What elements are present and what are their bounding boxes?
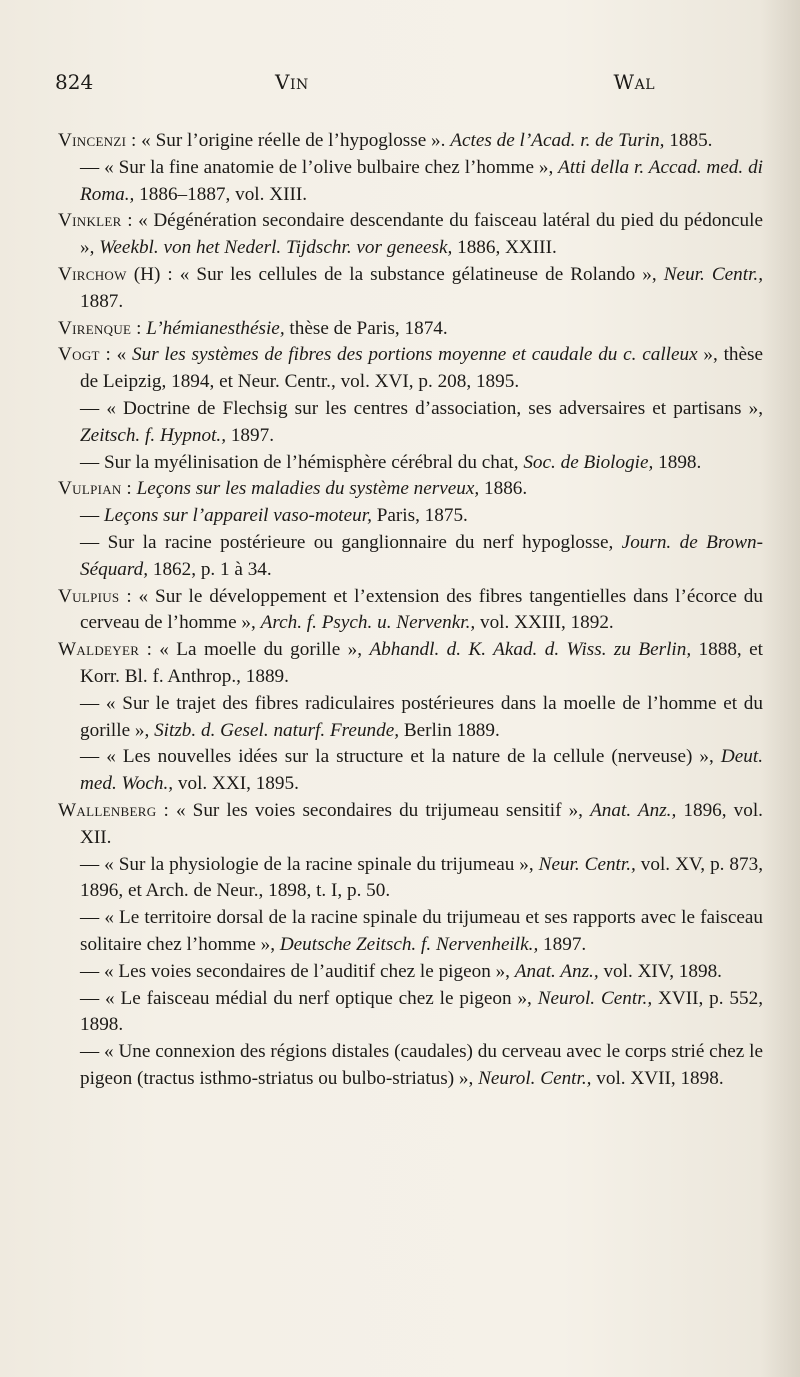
entry-author: Vogt xyxy=(58,344,100,366)
bibliography-entry xyxy=(58,396,763,450)
bibliography-entry xyxy=(58,155,763,209)
entry-text: : « Sur l’origine réelle de l’hypoglosse ». xyxy=(126,130,451,151)
bibliography-entry xyxy=(58,503,763,530)
entry-source: Anat. Anz., xyxy=(514,960,599,982)
entry-details: 1886. xyxy=(479,478,528,500)
bibliography-entry xyxy=(58,476,763,503)
bibliography-entry xyxy=(58,262,763,316)
entry-source: Atti della r. Accad. med. di Roma., xyxy=(80,156,763,205)
entry-text: : « xyxy=(99,344,133,366)
page-number: 824 xyxy=(55,70,94,94)
entry-details: 1897. xyxy=(226,424,274,446)
header-right-word: Wal xyxy=(613,70,655,94)
entry-author: Virchow xyxy=(58,263,127,285)
entry-source: Neur. Centr., xyxy=(538,853,636,875)
entry-source: L’hémianesthésie, xyxy=(146,317,285,339)
entry-text: : xyxy=(121,478,137,500)
entry-source: Arch. f. Psych. u. Nervenkr., xyxy=(260,612,476,634)
entry-details: vol. XXI, 1895. xyxy=(173,773,299,795)
entry-source: Neurol. Centr., xyxy=(478,1067,592,1089)
bibliography-entry xyxy=(58,530,763,584)
entry-source: Weekbl. von het Nederl. Tijdschr. vor geneesk, xyxy=(99,237,453,259)
entry-details: 1896, vol. XII. xyxy=(80,799,763,848)
entry-source: Journ. de Brown-Séquard, xyxy=(80,531,763,580)
entry-details: 1888, et Korr. Bl. f. Anthrop., 1889. xyxy=(80,639,763,687)
entry-text: — Sur la racine postérieure ou ganglionnaire du nerf hypoglosse, xyxy=(80,531,622,553)
entry-text: — « Le faisceau médial du nerf optique chez le pigeon », xyxy=(80,987,538,1009)
entry-text: — Sur la myélinisation de l’hémisphère cérébral du chat, xyxy=(80,451,524,473)
entry-author: Vulpian xyxy=(58,478,122,500)
bibliography-entry xyxy=(58,208,763,262)
entry-source: Neurol. Centr., xyxy=(537,987,653,1009)
bibliography-entry xyxy=(58,342,763,396)
entry-details: vol. XXIII, 1892. xyxy=(475,612,614,634)
entry-details: », thèse de Leipzig, 1894, et Neur. Centr., vol. XVI, p. 208, 1895. xyxy=(80,344,763,393)
entry-details: 1862, p. 1 à 34. xyxy=(148,558,272,580)
entry-author: Waldeyer xyxy=(58,639,140,661)
bibliography-entry xyxy=(58,744,763,798)
entry-source: Leçons sur l’appareil vaso-moteur, xyxy=(103,505,372,527)
entry-details: 1886, XXIII. xyxy=(452,237,557,259)
entry-details: 1898. xyxy=(653,451,702,473)
bibliography-entry xyxy=(58,691,763,745)
bibliography-entry xyxy=(58,959,763,986)
entry-source: Neur. Centr., xyxy=(663,263,764,285)
entry-text: — « Sur la physiologie de la racine spinale du trijumeau », xyxy=(80,853,539,875)
entry-text: — « Les voies secondaires de l’auditif chez le pigeon », xyxy=(80,960,515,982)
entry-source: Actes de l’Acad. r. de Turin, xyxy=(450,130,665,151)
entry-text: : « Sur le développement et l’extension des fibres tangentielles dans l’écorce du cerveau de l’homme », xyxy=(80,585,763,634)
running-header xyxy=(55,70,745,94)
entry-details: vol. XIV, 1898. xyxy=(598,960,722,982)
bibliography-entry xyxy=(58,1039,763,1093)
entry-source: Sur les systèmes de fibres des portions moyenne et caudale du c. calleux xyxy=(132,344,698,366)
entry-details: 1887. xyxy=(80,290,124,312)
entry-details: XVII, p. 552, 1898. xyxy=(80,987,763,1036)
entry-details: Berlin 1889. xyxy=(399,719,500,741)
entry-text: : « Sur les voies secondaires du trijumeau sensitif », xyxy=(156,799,591,821)
bibliography-entry xyxy=(58,852,763,906)
entry-source: Abhandl. d. K. Akad. d. Wiss. zu Berlin, xyxy=(369,639,692,661)
entry-details: Paris, 1875. xyxy=(371,505,468,527)
bibliography-entry xyxy=(58,316,763,343)
entry-author: Virenque xyxy=(58,317,132,339)
entry-source: Zeitsch. f. Hypnot., xyxy=(80,424,227,446)
entry-text: — « Une connexion des régions distales (caudales) du cerveau avec le corps strié chez le pigeon (tractus isthmo-striatus ou bulbo-striatus) », xyxy=(80,1041,763,1089)
bibliography-entry xyxy=(58,905,763,959)
entry-details: 1886–1887, vol. XIII. xyxy=(134,183,308,205)
bibliography-entry xyxy=(58,637,763,691)
entry-text: : « La moelle du gorille », xyxy=(139,639,370,661)
entry-details: vol. XVII, 1898. xyxy=(591,1067,724,1089)
entry-source: Sitzb. d. Gesel. naturf. Freunde, xyxy=(154,719,400,741)
bibliography-list xyxy=(58,128,763,1093)
entry-text: — « Le territoire dorsal de la racine spinale du trijumeau et ses rapports avec le faisceau solitaire chez l’homme », xyxy=(80,907,763,955)
entry-author: Vincenzi xyxy=(58,130,127,151)
entry-source: Leçons sur les maladies du système nerveux, xyxy=(136,478,480,500)
entry-text: — xyxy=(80,505,104,527)
entry-text: — « Sur la fine anatomie de l’olive bulbaire chez l’homme », xyxy=(80,156,559,178)
bibliography-entry xyxy=(58,584,763,638)
entry-details: 1885. xyxy=(664,130,713,151)
entry-details: vol. XV, p. 873, 1896, et Arch. de Neur., 1898, t. I, p. 50. xyxy=(80,853,763,902)
entry-author: Wallenberg xyxy=(58,799,157,821)
entry-source: Soc. de Biologie, xyxy=(523,451,654,473)
entry-text: — « Les nouvelles idées sur la structure et la nature de la cellule (nerveuse) », xyxy=(80,746,721,768)
entry-text: — « Sur le trajet des fibres radiculaires postérieures dans la moelle de l’homme et du gorille », xyxy=(80,692,763,741)
bibliography-entry xyxy=(58,986,763,1040)
bibliography-entry xyxy=(58,798,763,852)
entry-text: : xyxy=(131,317,147,339)
bibliography-entry xyxy=(58,128,763,155)
entry-text: — « Doctrine de Flechsig sur les centres d’association, ses adversaires et partisans », xyxy=(80,397,763,419)
entry-details: thèse de Paris, 1874. xyxy=(284,317,448,339)
entry-details: 1897. xyxy=(538,933,587,955)
bibliography-entry xyxy=(58,450,763,477)
entry-text: : « Dégénération secondaire descendante du faisceau latéral du pied du pédoncule », xyxy=(80,210,763,259)
entry-source: Anat. Anz., xyxy=(590,799,677,821)
entry-source: Deut. med. Woch., xyxy=(80,746,763,795)
entry-source: Deutsche Zeitsch. f. Nervenheilk., xyxy=(279,933,539,955)
header-left-word: Vin xyxy=(275,70,309,94)
entry-author: Vinkler xyxy=(58,210,122,232)
entry-author: Vulpius xyxy=(58,585,120,607)
entry-text: (H) : « Sur les cellules de la substance gélatineuse de Rolando », xyxy=(126,263,664,285)
